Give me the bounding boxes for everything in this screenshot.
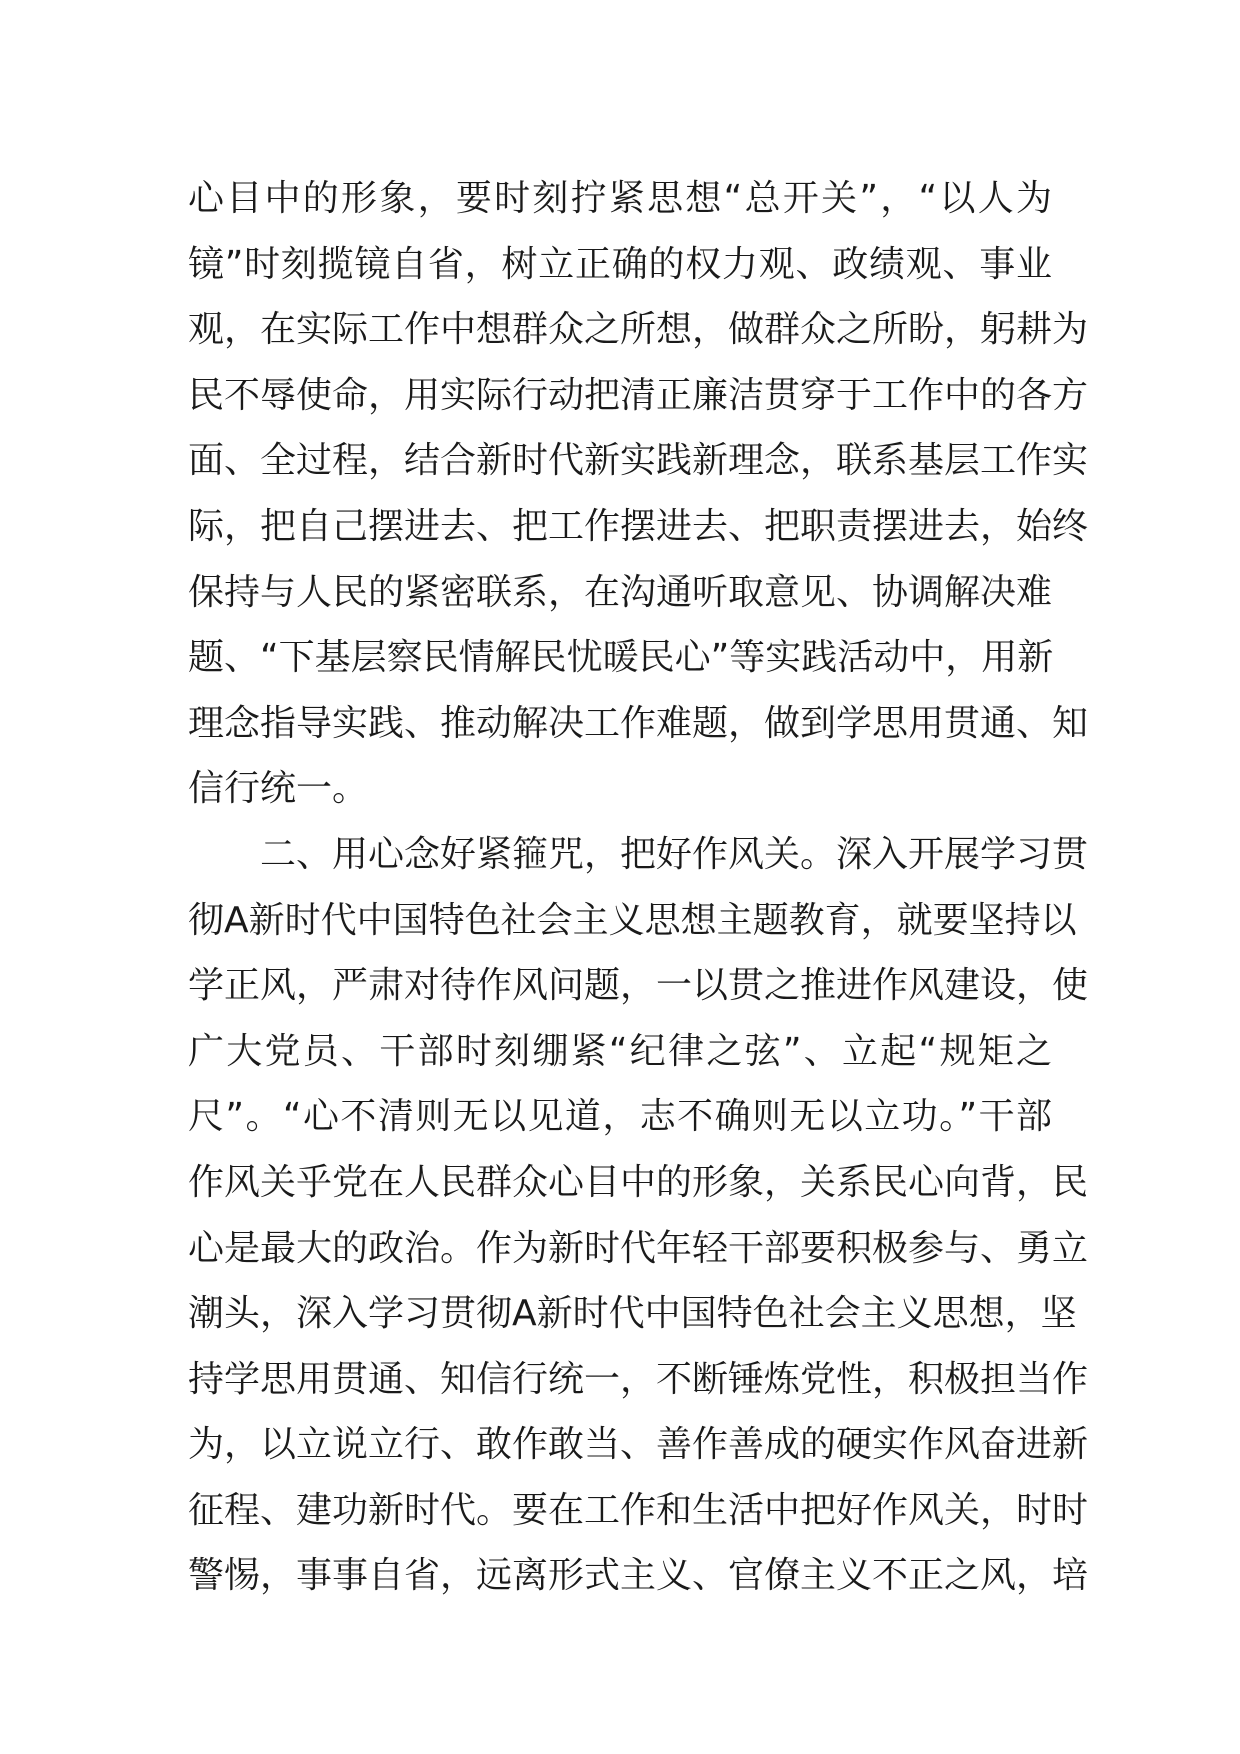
text-line: 彻A新时代中国特色社会主义思想主题教育，就要坚持以 — [188, 899, 1077, 941]
text-line: 理念指导实践、推动解决工作难题，做到学思用贯通、知 — [188, 702, 1089, 744]
text-line: 信行统一。 — [188, 768, 369, 810]
text-line: 学正风，严肃对待作风问题，一以贯之推进作风建设，使 — [188, 965, 1089, 1007]
text-line: 警惕，事事自省，远离形式主义、官僚主义不正之风，培 — [188, 1555, 1089, 1597]
text-line: 广大党员、干部时刻绷紧“纪律之弦”、立起“规矩之 — [188, 1030, 1052, 1072]
body-text — [188, 166, 1089, 1609]
text-line: 面、全过程，结合新时代新实践新理念，联系基层工作实 — [188, 440, 1089, 482]
paragraph-section-two — [188, 822, 1089, 1609]
text-line: 保持与人民的紧密联系，在沟通听取意见、协调解决难 — [188, 571, 1053, 613]
text-line: 心目中的形象，要时刻拧紧思想“总开关”，“以人为 — [188, 178, 1052, 219]
text-line: 持学思用贯通、知信行统一，不断锤炼党性，积极担当作 — [188, 1358, 1089, 1400]
text-line: 征程、建功新时代。要在工作和生活中把好作风关，时时 — [188, 1489, 1089, 1531]
text-line: 民不辱使命，用实际行动把清正廉洁贯穿于工作中的各方 — [188, 374, 1089, 416]
text-line: 观，在实际工作中想群众之所想，做群众之所盼，躬耕为 — [188, 309, 1089, 351]
paragraph-continued — [188, 166, 1089, 822]
text-line: 作风关乎党在人民群众心目中的形象，关系民心向背，民 — [188, 1161, 1089, 1203]
text-line: 心是最大的政治。作为新时代年轻干部要积极参与、勇立 — [188, 1227, 1089, 1269]
text-line: 潮头，深入学习贯彻A新时代中国特色社会主义思想，坚 — [188, 1293, 1077, 1335]
text-line: 为，以立说立行、敢作敢当、善作善成的硬实作风奋进新 — [188, 1424, 1089, 1466]
text-line: 际，把自己摆进去、把工作摆进去、把职责摆进去，始终 — [188, 505, 1089, 547]
text-line: 二、用心念好紧箍咒，把好作风关。深入开展学习贯 — [188, 833, 1089, 875]
text-line: 题、“下基层察民情解民忧暖民心”等实践活动中，用新 — [188, 637, 1054, 679]
text-line: 镜”时刻揽镜自省，树立正确的权力观、政绩观、事业 — [188, 243, 1052, 285]
text-line: 尺”。“心不清则无以见道，志不确则无以立功。”干部 — [188, 1096, 1052, 1138]
